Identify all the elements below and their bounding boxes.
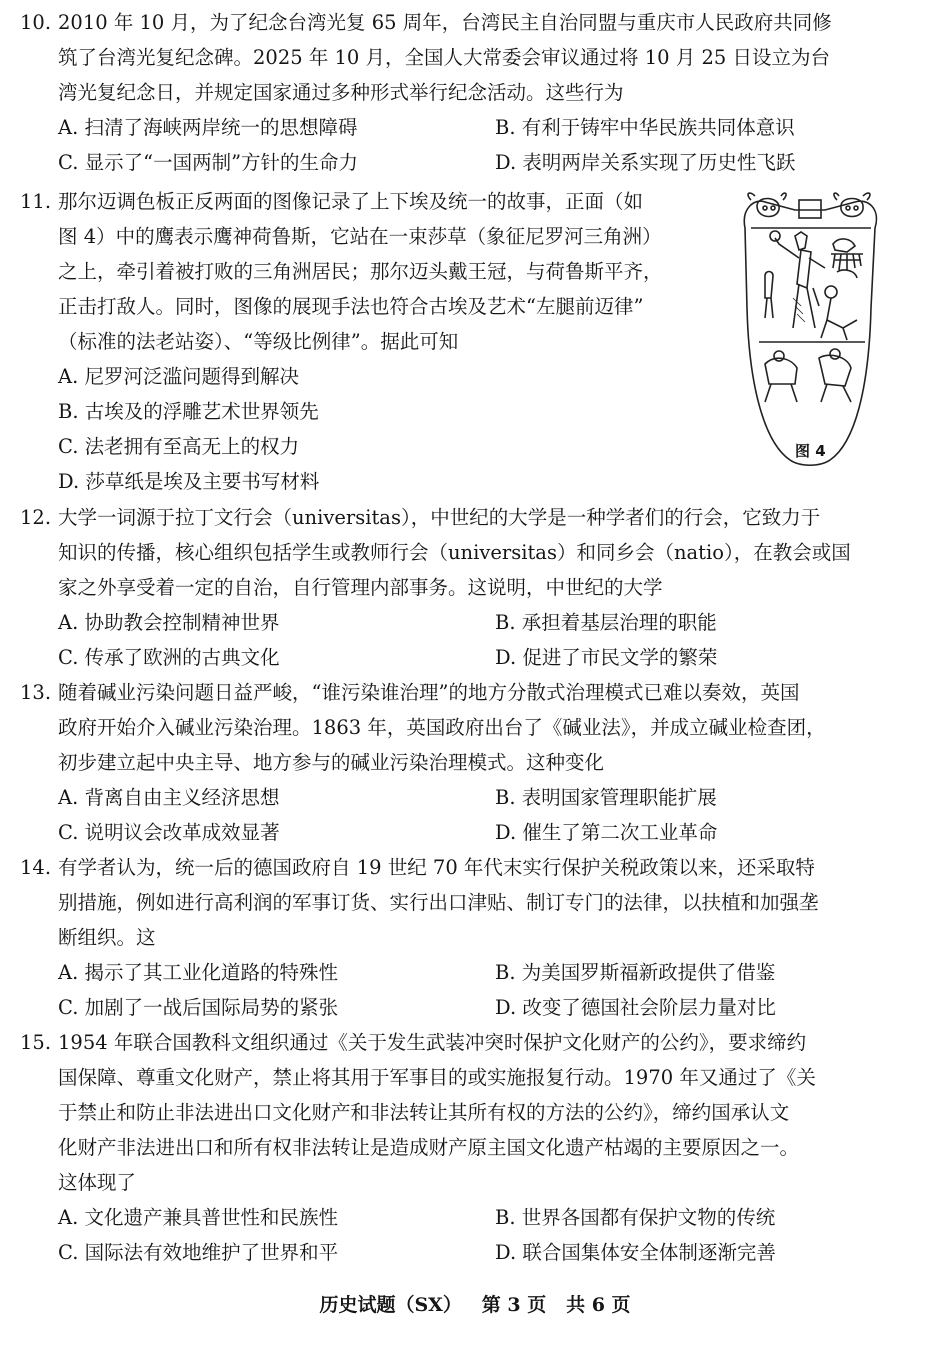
page-footer (0, 1290, 950, 1317)
question-text: 筑了台湾光复纪念碑。2025 年 10 月，全国人大常委会审议通过将 10 月 25 日设立为台 (58, 46, 830, 69)
question-text: 政府开始介入碱业污染治理。1863 年，英国政府出台了《碱业法》，并成立碱业检查团， (58, 716, 826, 739)
option-a[interactable]: A. 背离自由主义经济思想 (58, 786, 280, 809)
option-b[interactable]: B. 为美国罗斯福新政提供了借鉴 (495, 961, 776, 984)
question-text: 之上，牵引着被打败的三角洲居民；那尔迈头戴王冠，与荷鲁斯平齐， (58, 260, 663, 283)
question-number: 12. (20, 506, 52, 529)
question-15 (20, 1025, 900, 1270)
question-text: 别措施，例如进行高利润的军事订货、实行出口津贴、制订专门的法律，以扶植和加强垄 (58, 891, 819, 914)
question-10 (20, 5, 900, 180)
question-number: 15. (20, 1031, 52, 1054)
footer-subject: 历史试题（SX） (319, 1294, 462, 1316)
question-text: 1954 年联合国教科文组织通过《关于发生武装冲突时保护文化财产的公约》，要求缔约 (58, 1031, 807, 1054)
option-c[interactable]: C. 国际法有效地维护了世界和平 (58, 1241, 339, 1264)
question-12 (20, 500, 900, 675)
option-d[interactable]: D. 促进了市民文学的繁荣 (495, 646, 718, 669)
question-13 (20, 675, 900, 850)
question-text: 那尔迈调色板正反两面的图像记录了上下埃及统一的故事，正面（如 (58, 190, 644, 213)
question-text: 大学一词源于拉丁文行会（universitas），中世纪的大学是一种学者们的行会，它致力于 (58, 506, 821, 529)
option-a[interactable]: A. 文化遗产兼具普世性和民族性 (58, 1206, 338, 1229)
question-text: （标准的法老站姿）、“等级比例律”。据此可知 (58, 330, 459, 353)
option-b[interactable]: B. 表明国家管理职能扩展 (495, 786, 717, 809)
question-text: 初步建立起中央主导、地方参与的碱业污染治理模式。这种变化 (58, 751, 605, 774)
option-b[interactable]: B. 古埃及的浮雕艺术世界领先 (58, 400, 319, 423)
option-c[interactable]: C. 法老拥有至高无上的权力 (58, 435, 300, 458)
option-c[interactable]: C. 传承了欧洲的古典文化 (58, 646, 280, 669)
option-a[interactable]: A. 协助教会控制精神世界 (58, 611, 280, 634)
question-number: 13. (20, 681, 52, 704)
option-b[interactable]: B. 承担着基层治理的职能 (495, 611, 717, 634)
option-b[interactable]: B. 世界各国都有保护文物的传统 (495, 1206, 776, 1229)
question-number: 10. (20, 11, 52, 34)
figure-caption: 图 4 (795, 442, 826, 460)
footer-total-pages: 共 6 页 (566, 1294, 631, 1316)
question-text: 2010 年 10 月，为了纪念台湾光复 65 周年，台湾民主自治同盟与重庆市人民政府共同修 (58, 11, 832, 34)
option-c[interactable]: C. 说明议会改革成效显著 (58, 821, 280, 844)
question-text: 这体现了 (58, 1171, 137, 1194)
option-a[interactable]: A. 尼罗河泛滥问题得到解决 (58, 365, 299, 388)
narmer-palette-illustration (735, 188, 885, 478)
option-d[interactable]: D. 表明两岸关系实现了历史性飞跃 (495, 151, 796, 174)
option-d[interactable]: D. 催生了第二次工业革命 (495, 821, 718, 844)
option-d[interactable]: D. 改变了德国社会阶层力量对比 (495, 996, 776, 1019)
option-c[interactable]: C. 加剧了一战后国际局势的紧张 (58, 996, 339, 1019)
question-text: 化财产非法进出口和所有权非法转让是造成财产原主国文化遗产枯竭的主要原因之一。 (58, 1136, 800, 1159)
question-text: 断组织。这 (58, 926, 156, 949)
option-b[interactable]: B. 有利于铸牢中华民族共同体意识 (495, 116, 795, 139)
question-text: 有学者认为，统一后的德国政府自 19 世纪 70 年代末实行保护关税政策以来，还采取特 (58, 856, 815, 879)
question-text: 随着碱业污染问题日益严峻，“谁污染谁治理”的地方分散式治理模式已难以奏效，英国 (58, 681, 800, 704)
option-a[interactable]: A. 揭示了其工业化道路的特殊性 (58, 961, 338, 984)
question-text: 知识的传播，核心组织包括学生或教师行会（universitas）和同乡会（natio），在教会或国 (58, 541, 851, 564)
narmer-palette-figure (735, 188, 885, 478)
question-text: 于禁止和防止非法进出口文化财产和非法转让其所有权的方法的公约》，缔约国承认文 (58, 1101, 790, 1124)
question-text: 湾光复纪念日，并规定国家通过多种形式举行纪念活动。这些行为 (58, 81, 624, 104)
question-text: 家之外享受着一定的自治，自行管理内部事务。这说明，中世纪的大学 (58, 576, 663, 599)
option-a[interactable]: A. 扫清了海峡两岸统一的思想障碍 (58, 116, 358, 139)
question-14 (20, 850, 900, 1025)
question-number: 11. (20, 190, 52, 213)
question-number: 14. (20, 856, 52, 879)
option-d[interactable]: D. 联合国集体安全体制逐渐完善 (495, 1241, 776, 1264)
option-c[interactable]: C. 显示了“一国两制”方针的生命力 (58, 151, 359, 174)
question-text: 国保障、尊重文化财产，禁止将其用于军事目的或实施报复行动。1970 年又通过了《关 (58, 1066, 816, 1089)
question-text: 图 4）中的鹰表示鹰神荷鲁斯，它站在一束莎草（象征尼罗河三角洲） (58, 225, 662, 248)
footer-page-number: 第 3 页 (481, 1294, 547, 1316)
question-text: 正击打敌人。同时，图像的展现手法也符合古埃及艺术“左腿前迈律” (58, 295, 644, 318)
option-d[interactable]: D. 莎草纸是埃及主要书写材料 (58, 470, 320, 493)
